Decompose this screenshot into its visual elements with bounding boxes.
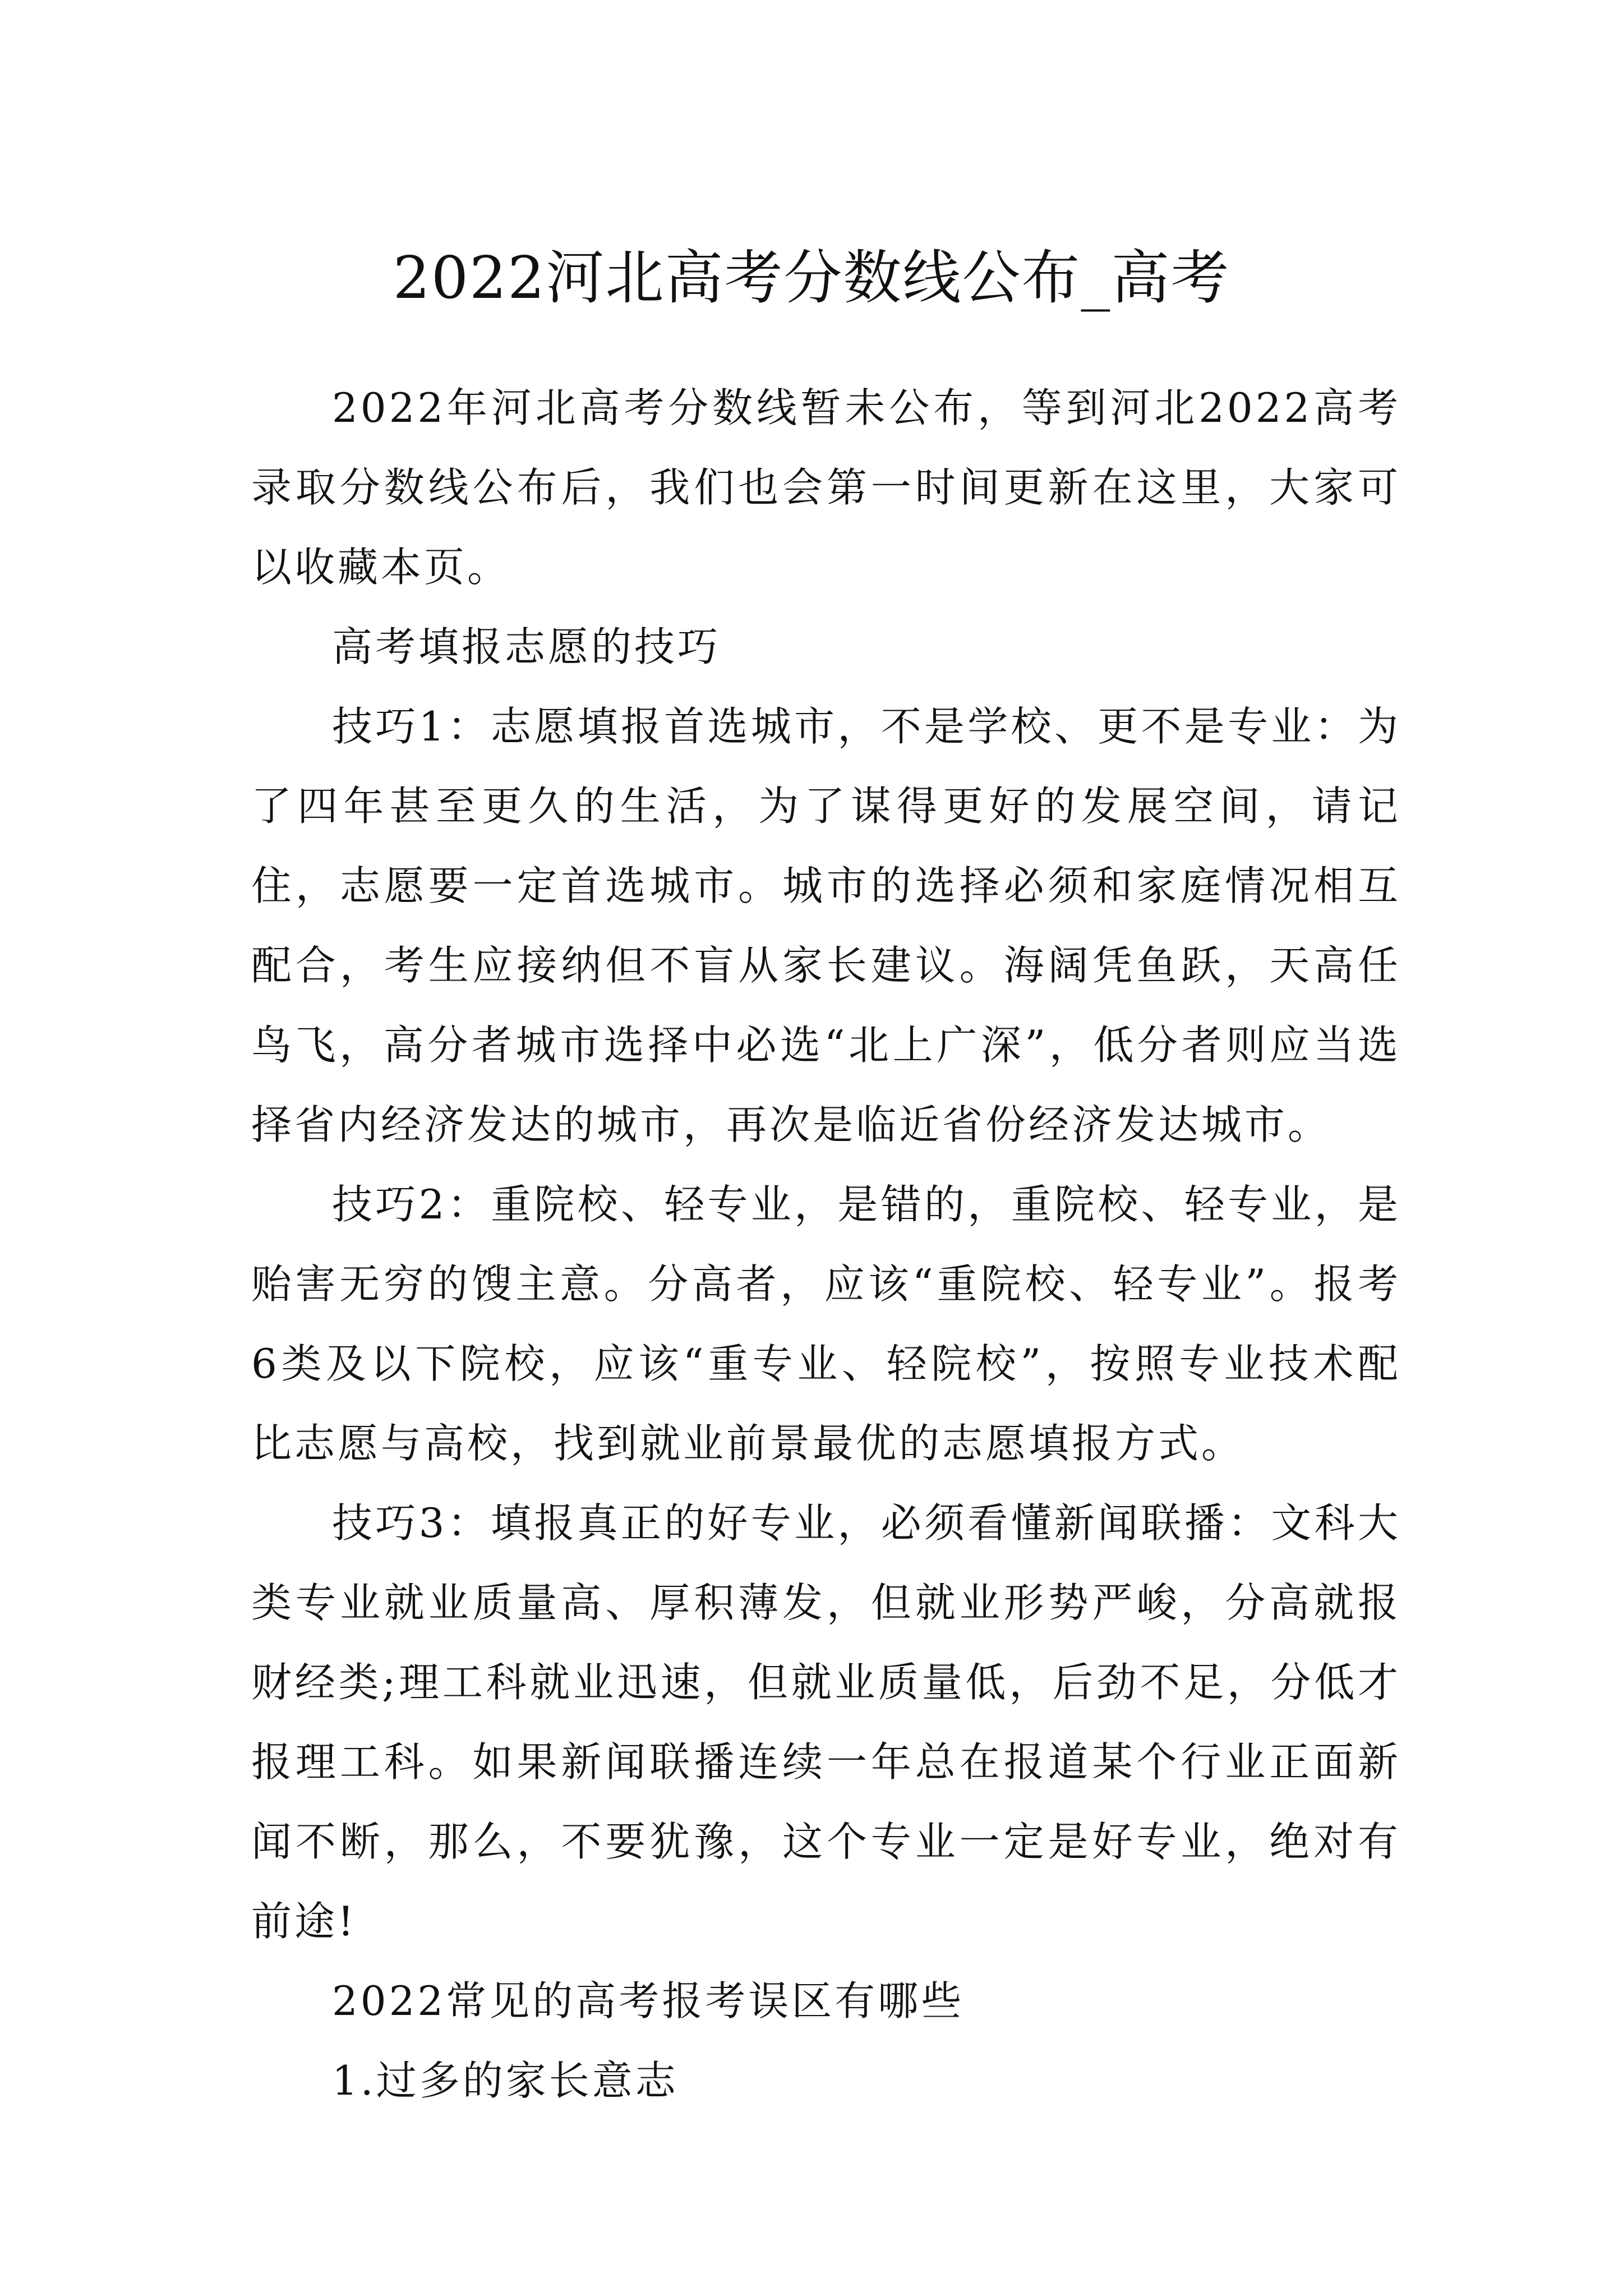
paragraph-intro: 2022年河北高考分数线暂未公布，等到河北2022高考录取分数线公布后，我们也会第一时间更新在这里，大家可以收藏本页。 (251, 384, 1401, 591)
paragraph-tip-1: 技巧1：志愿填报首选城市，不是学校、更不是专业：为了四年甚至更久的生活，为了谋得更好的发展空间，请记住，志愿要一定首选城市。城市的选择必须和家庭情况相互配合，考生应接纳但不盲从家长建议。海阔凭鱼跃，天高任鸟飞，高分者城市选择中必选“北上广深”，低分者则应当选择省内经济发达的城市，再次是临近省份经济发达城市。 (251, 703, 1401, 1148)
document-body (251, 368, 1401, 2120)
paragraph-tip-2: 技巧2：重院校、轻专业，是错的，重院校、轻专业，是贻害无穷的馊主意。分高者，应该“重院校、轻专业”。报考6类及以下院校，应该“重专业、轻院校”，按照专业技术配比志愿与高校，找到就业前景最优的志愿填报方式。 (251, 1181, 1401, 1467)
paragraph-tip-3: 技巧3：填报真正的好专业，必须看懂新闻联播：文科大类专业就业质量高、厚积薄发，但就业形势严峻，分高就报财经类;理工科就业迅速，但就业质量低，后劲不足，分低才报理工科。如果新闻联播连续一年总在报道某个行业正面新闻不断，那么，不要犹豫，这个专业一定是好专业，绝对有前途! (251, 1499, 1401, 1945)
paragraph-tips-heading: 高考填报志愿的技巧 (332, 623, 721, 670)
paragraph-mistakes-heading: 2022常见的高考报考误区有哪些 (332, 1977, 965, 2024)
paragraph-mistake-1: 1.过多的家长意志 (332, 2057, 679, 2104)
document-title: 2022河北高考分数线公布_高考 (393, 243, 1230, 312)
